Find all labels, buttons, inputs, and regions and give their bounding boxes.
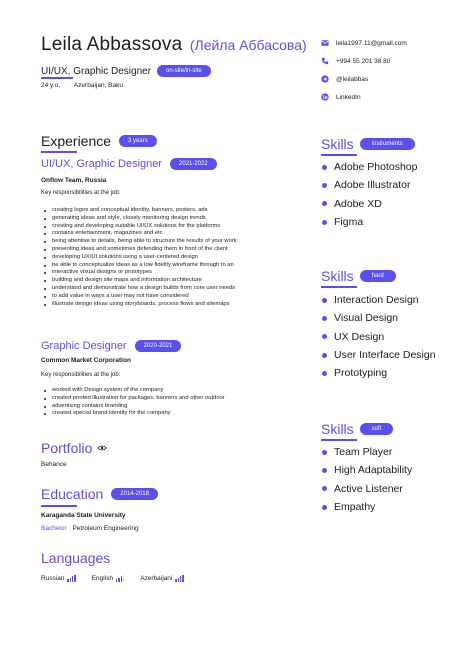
list-item: worked with Design system of the company <box>44 387 294 395</box>
languages-heading <box>41 550 110 566</box>
bullet-dot <box>322 298 327 303</box>
skill-name: User Interface Design <box>334 349 436 362</box>
degree-name: Petroleum Engineering <box>72 525 139 532</box>
skills-hard-heading <box>321 268 396 284</box>
list-item <box>322 328 436 346</box>
bullet-dot <box>322 201 327 206</box>
portfolio-link[interactable]: Behance <box>41 461 67 468</box>
level-bar <box>178 578 179 583</box>
skills-tag-badge: hard <box>360 270 396 282</box>
bullet-dot <box>322 486 327 491</box>
list-item <box>322 498 412 516</box>
contact-email[interactable] <box>321 34 461 52</box>
list-item <box>322 158 418 176</box>
bullet-dot <box>322 183 327 188</box>
list-item: developing UX/UI solutions using a user-centered design <box>44 254 294 262</box>
contacts <box>321 34 461 106</box>
list-item <box>322 443 412 461</box>
full-name-alt: (Лейла Аббасова) <box>189 37 307 53</box>
list-item <box>322 176 418 194</box>
list-item <box>322 195 418 213</box>
list-item: created special brand identity for the company <box>44 410 294 418</box>
job-1-company: Onflow Team, Russia <box>41 177 107 184</box>
skill-name: Interaction Design <box>334 294 419 307</box>
list-item: be able to conceptualize ideas as a low fidelity wireframe through to an <box>44 262 294 270</box>
role-underline <box>41 77 73 79</box>
list-item <box>322 213 418 231</box>
languages-list <box>41 575 184 582</box>
list-item <box>322 309 436 327</box>
list-item <box>322 346 436 364</box>
list-item <box>322 461 412 479</box>
contact-email-text: leila1997.11@gmail.com <box>336 39 407 47</box>
list-item: creating logos and conceptual identity, banners, posters, ads <box>44 207 294 215</box>
list-item: to add value in ways a user may not have considered <box>44 293 294 301</box>
bullet-dot <box>322 468 327 473</box>
job-1-resp-label: Key responsibilities at the job: <box>41 190 121 196</box>
education-dates-badge: 2014-2018 <box>111 488 158 500</box>
job-2-resp-label: Key responsibilities at the job: <box>41 372 121 378</box>
skills-tag-badge: instruments <box>360 138 415 150</box>
list-item <box>322 364 436 382</box>
level-bar <box>175 579 176 582</box>
education-title: Education <box>41 486 104 502</box>
bullet-dot <box>322 371 327 376</box>
education-degree-line <box>41 525 139 532</box>
language-item <box>92 575 125 582</box>
location: Azerbaijan, Baku <box>73 82 123 89</box>
education-school <box>41 512 126 519</box>
telegram-icon <box>321 75 329 83</box>
bullet-dot <box>322 505 327 510</box>
name-line <box>41 34 307 56</box>
language-name: Azerbaijani <box>140 575 173 582</box>
portfolio-heading <box>41 440 107 456</box>
list-item: illustrate design ideas using storyboards, process flows and sitemaps <box>44 301 294 309</box>
level-bar <box>123 575 124 582</box>
list-item: interactive visual designs or prototypes <box>44 269 294 277</box>
level-bar <box>67 579 68 582</box>
education-underline <box>41 505 77 507</box>
bullet-dot <box>322 450 327 455</box>
linkedin-icon <box>321 93 329 101</box>
job-1-bullets <box>44 207 294 308</box>
skills-tag-badge: soft <box>360 423 394 435</box>
bullet-dot <box>322 220 327 225</box>
envelope-icon <box>321 39 329 47</box>
list-item: presenting ideas and sometimes defending them in front of the client <box>44 246 294 254</box>
contact-phone-text: +994 55 201 38 80 <box>336 57 391 65</box>
language-level-bars <box>175 575 183 582</box>
work-mode-badge: on-site/in-site <box>157 65 211 77</box>
eye-icon <box>97 444 107 452</box>
level-bar <box>180 576 181 582</box>
experience-duration-badge: 3 years <box>119 135 157 147</box>
skill-name: Adobe Illustrator <box>334 179 411 192</box>
language-name: Russian <box>41 575 65 582</box>
skill-name: Team Player <box>334 446 393 459</box>
job-2-bullets <box>44 387 294 418</box>
bullet-dot <box>322 334 327 339</box>
bullet-dot <box>322 165 327 170</box>
contact-telegram-text: @leilabbas <box>336 75 369 83</box>
degree-label: Bachelor <box>41 525 67 532</box>
skills-title: Skills <box>321 136 354 152</box>
job-2-title-line <box>41 340 181 352</box>
list-item: creating and developing suitable UI/UX solutions for the platforms <box>44 223 294 231</box>
job-role: UI/UX, Graphic Designer <box>41 65 152 77</box>
language-name: English <box>91 575 113 582</box>
experience-heading <box>41 133 157 149</box>
list-item: understand and demonstrate how a design builds from core user needs <box>44 285 294 293</box>
job-1-title: UI/UX, Graphic Designer <box>41 158 163 170</box>
skills-hard-list <box>322 291 436 382</box>
bullet-dot <box>322 316 327 321</box>
skill-name: Adobe XD <box>334 197 382 210</box>
language-item <box>140 575 183 582</box>
languages-title: Languages <box>41 550 111 566</box>
list-item: advertising contains branding <box>44 403 294 411</box>
list-item: being attentive to details, being able to structure the results of your work <box>44 238 294 246</box>
level-bar <box>182 575 183 582</box>
personal-meta <box>41 82 123 89</box>
skill-name: UX Design <box>334 330 385 343</box>
phone-icon <box>321 57 329 65</box>
level-bar <box>72 576 73 582</box>
list-item <box>322 291 436 309</box>
job-2-dates-badge: 2020-2021 <box>135 340 182 352</box>
skills-underline <box>321 439 357 441</box>
level-bar <box>116 579 117 582</box>
skills-underline <box>321 286 357 288</box>
list-item: building and design site maps and information architecture <box>44 277 294 285</box>
skills-soft-list <box>322 443 412 516</box>
list-item: generating ideas and style, closely monitoring design trends <box>44 215 294 223</box>
level-bar <box>74 575 75 582</box>
level-bar <box>121 576 122 582</box>
skill-name: Empathy <box>334 501 376 514</box>
skills-instruments-heading <box>321 136 415 152</box>
school-name: Karaganda State University <box>41 512 126 519</box>
skill-name: Prototyping <box>334 367 388 380</box>
experience-title: Experience <box>41 133 112 149</box>
level-bar <box>70 578 71 583</box>
full-name: Leila Abbassova <box>41 34 183 55</box>
job-1-title-line <box>41 158 217 170</box>
skills-instruments-list <box>322 158 418 231</box>
contact-linkedin-text: LinkedIn <box>336 93 361 101</box>
contact-telegram[interactable] <box>321 70 461 88</box>
skill-name: Figma <box>334 216 364 229</box>
contact-linkedin[interactable] <box>321 88 461 106</box>
level-bar <box>118 578 119 583</box>
list-item: created printed illustration for packages, banners and other outdoor <box>44 395 294 403</box>
bullet-dot <box>322 353 327 358</box>
skills-title: Skills <box>321 268 354 284</box>
skills-soft-heading <box>321 421 393 437</box>
skill-name: Visual Design <box>334 312 399 325</box>
skills-underline <box>321 154 357 156</box>
job-2-company: Common Market Corporation <box>41 357 131 364</box>
job-2-title: Graphic Designer <box>41 340 127 352</box>
skill-name: High Adaptability <box>334 464 413 477</box>
skills-title: Skills <box>321 421 354 437</box>
skill-name: Active Listener <box>334 482 403 495</box>
list-item: contains entertainment, magazines and etc <box>44 230 294 238</box>
age: 24 y.o. <box>41 82 61 89</box>
list-item <box>322 480 412 498</box>
language-level-bars <box>67 575 75 582</box>
language-item <box>41 575 76 582</box>
language-level-bars <box>116 575 124 582</box>
contact-phone[interactable] <box>321 52 461 70</box>
experience-underline <box>41 151 77 153</box>
education-heading <box>41 486 158 502</box>
job-1-dates-badge: 2021-2022 <box>170 158 217 170</box>
skill-name: Adobe Photoshop <box>334 161 418 174</box>
role-line <box>41 65 211 77</box>
portfolio-title: Portfolio <box>41 440 93 456</box>
